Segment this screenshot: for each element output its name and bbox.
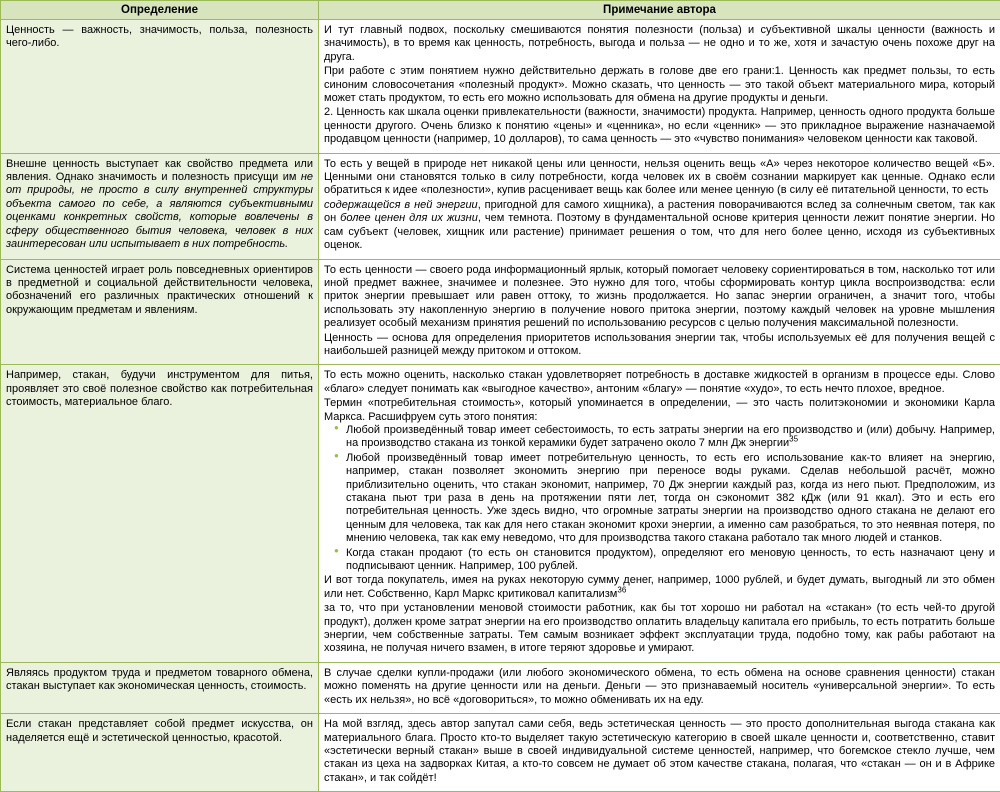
- definition-cell: [1, 20, 319, 154]
- paragraph: [324, 24, 995, 64]
- definition-cell: [1, 153, 319, 259]
- author-note-cell: [319, 20, 1000, 154]
- paragraph: [324, 397, 995, 424]
- paragraph: [324, 199, 995, 253]
- column-header-definition: Определение: [1, 1, 319, 20]
- text-run: Когда стакан продают (то есть он становится продуктом), определяют его меновую ценность, то есть назначают цену и подписывают ценник. Например, 100 рублей.: [346, 547, 995, 572]
- paragraph: [6, 718, 313, 745]
- text-run: То есть ценности — своего рода информационный ярлык, который помогает человеку сориентироваться в том, насколько тот или иной предмет важнее, значимее и полезнее. Это нужно для того, чтобы сформировать контур цикла воспроизводства: если приток энергии превышает или равен оттоку, то жизнь продолжается. Но запас энергии ограничен, а значит того, чтобы использовать эту накопленную энергию в получение нового притока энергии, поэтому каждый человек на уровне мышления реализует особый механизм принятия решений по использованию ресурсов с целью получения максимальной полезности.: [324, 264, 995, 330]
- table-row: [1, 662, 1000, 713]
- text-run: более ценен для их жизни: [340, 212, 478, 224]
- text-run: содержащейся в ней энергии: [324, 199, 478, 211]
- table-row: [1, 153, 1000, 259]
- paragraph: [6, 667, 313, 694]
- table-header: [1, 1, 1000, 20]
- column-header-author-note: Примечание автора: [319, 1, 1000, 20]
- definition-cell: [1, 365, 319, 663]
- paragraph: [324, 369, 995, 396]
- paragraph: [324, 602, 995, 656]
- text-run: 1. Ценность как предмет пользы, то есть синоним словосочетания «полезный продукт». Можно сказать, что ценность — это такой объект материального мира, который может стать продуктом, то есть его можно использовать для обмена на другие продукты и деньги.: [324, 65, 995, 104]
- table-row: [1, 259, 1000, 365]
- text-run: Ценность — основа для определения приоритетов использования энергии так, чтобы используемых её для получения вещей с наибольшей разницей между притоком и оттоком.: [324, 332, 995, 357]
- text-run: Если стакан представляет собой предмет искусства, он наделяется ещё и эстетической ценностью, красотой.: [6, 718, 313, 743]
- text-run: И тут главный подвох, поскольку смешиваются понятия полезности (польза) и субъективной шкалы ценности (важность и значимость), в то время как ценность, потребность, выгода и польза — не одно и то же, хотя и зачастую очень похоже друг на друга.: [324, 24, 995, 63]
- text-run: То есть можно оценить, насколько стакан удовлетворяет потребность в доставке жидкостей в организм в процессе еды. Слово «благо» следует понимать как «выгодное качество», антоним «благу» — понятие «худо», то есть нечто плохое, вредное.: [324, 369, 995, 394]
- definition-cell: [1, 259, 319, 365]
- definition-cell: [1, 714, 319, 792]
- author-note-cell: [319, 714, 1000, 792]
- footnote-marker[interactable]: 36: [617, 585, 626, 594]
- text-run: Внешне ценность выступает как свойство предмета или явления. Однако значимость и полезность присущи им: [6, 158, 313, 183]
- text-run: Например, стакан, будучи инструментом для питья, проявляет это своё полезное свойство как потребительная стоимость, материальное благо.: [6, 369, 313, 408]
- bullet-item: [338, 547, 995, 574]
- paragraph: [324, 667, 995, 707]
- text-run: 2. Ценность как шкала оценки привлекательности (важности, значимости) продукта. Например, ценность одного продукта больше ценности другого. Очень близко к понятию «цены» и «ценника», но если «ценник» — это прикладное выражение назначаемой продавцом ценности (например, 10 долларов), то сама ценность — это «чувство понимания» человеком ценности как таковой.: [324, 106, 995, 145]
- author-note-cell: [319, 153, 1000, 259]
- text-run: Любой произведённый товар имеет себестоимость, то есть затраты энергии на его производство и (или) добычу. Например, на производство стакана из тонкой керамики будет затрачено около 7 млн Дж энергии: [346, 424, 995, 449]
- paragraph: [324, 718, 995, 785]
- paragraph: [324, 158, 995, 198]
- text-run: , чем темнота. Поэтому в фундаментальной основе критерия ценности лежит понятие энергии. Но сам субъект (человек, хищник или растение) принимает решения о том, что для него более ценно, исходя из субъективных оценок.: [324, 212, 995, 251]
- text-run: Любой произведённый товар имеет потребительную ценность, то есть его использование как-то влияет на энергию, например, стакан позволяет экономить энергию при переносе воды руками. Сделав небольшой расчёт, можно приблизительно оценить, что стакан экономит, например, 70 Дж энергии каждый раз, когда из него пьют. Предположим, из стакана пьют три раза в день на протяжении пяти лет, тогда он сэкономит 382 кДж (или 91 ккал). Это и есть его потребительная ценность. Уже здесь видно, что огромные затраты энергии на производство одного стакана не делают его ценным для человека, так как для него стакан экономит крохи энергии, а именно сам разобраться, то это неявная потеря, по мнению человека, так как ему неведомо, что для производства такого стакана работало так много людей и станков.: [346, 452, 995, 544]
- paragraph: [324, 574, 995, 601]
- table-body: [1, 20, 1000, 792]
- text-run: В случае сделки купли-продажи (или любого экономического обмена, то есть обмена на основе сравнения ценности) стакан можно поменять на другие ценности или на деньги. Деньги — это признаваемый носитель «универсальной энергии». То есть «есть их нельзя», но всё «договориться», то можно обменивать их на еду.: [324, 667, 995, 706]
- text-run: Являясь продуктом труда и предметом товарного обмена, стакан выступает как экономическая ценность, стоимость.: [6, 667, 313, 692]
- paragraph: [324, 65, 995, 105]
- table-header-row: [1, 1, 1000, 20]
- text-run: , пригодной для самого хищника), а растения поворачиваются вслед за солнечным светом, так как он: [324, 199, 995, 224]
- table-row: [1, 365, 1000, 663]
- definition-cell: [1, 662, 319, 713]
- author-note-cell: [319, 259, 1000, 365]
- text-run: не от природы, не просто в силу внутренней структуры объекта самого по себе, а являются субъективными оценками конкретных свойств, которые вовлечены в сферу общественного бытия человека, человек в них заинтересован или испытывает в них потребность.: [6, 171, 313, 250]
- paragraph: [6, 264, 313, 318]
- table-row: [1, 714, 1000, 792]
- table-row: [1, 20, 1000, 154]
- bullet-item: [338, 424, 995, 451]
- text-run: И вот тогда покупатель, имея на руках некоторую сумму денег, например, 1000 рублей, и будет думать, выгодный ли это обмен или нет. Собственно, Карл Маркс критиковал капитализм: [324, 574, 995, 599]
- paragraph: [324, 106, 995, 146]
- text-run: То есть у вещей в природе нет никакой цены или ценности, нельзя оценить вещь «А» через некоторое количество вещей «Б». Ценными они становятся только в силу потребности, когда человек их в своём сознании маркирует как ценные. Однако если обратиться к идее «полезности», купив расценивает вещь как более или менее ценную (в силу её питательной ценности, то есть: [324, 158, 995, 197]
- text-run: Система ценностей играет роль повседневных ориентиров в предметной и социальной действительности человека, обозначений его различных практических отношений к окружающим предметам и явлениям.: [6, 264, 313, 316]
- text-run: Ценность — важность, значимость, польза, полезность чего-либо.: [6, 24, 313, 49]
- paragraph: [324, 264, 995, 331]
- footnote-marker[interactable]: 35: [789, 435, 798, 444]
- paragraph: [324, 332, 995, 359]
- text-run: Термин «потребительная стоимость», который упоминается в определении, — это часть политэкономии и экономики Карла Маркса. Расшифруем суть этого понятия:: [324, 397, 995, 422]
- author-note-cell: [319, 365, 1000, 663]
- author-note-cell: [319, 662, 1000, 713]
- text-run: за то, что при установлении меновой стоимости работник, как бы тот хорошо ни работал на «стакан» (то есть чей-то другой продукт), должен кроме затрат энергии на его производство оплатить владельцу капитала его прибыль, то есть потратить больше энергии, чем собственные затраты. Тем самым возникает эффект эксплуатации труда, подобно тому, как рабы работают на хозяина, не получая ничего взамен, в итоге теряют здоровье и умирают.: [324, 602, 995, 654]
- bullet-item: [338, 452, 995, 546]
- paragraph: [6, 24, 313, 51]
- bullet-list: [324, 424, 995, 573]
- text-run: На мой взгляд, здесь автор запутал сами себя, ведь эстетическая ценность — это просто дополнительная выгода стакана как материального блага. Просто кто-то выделяет такую эстетическую категорию в своей шкале ценности и, соответственно, ставит «эстетически верный стакан» выше в своей индивидуальной системе ценностей, например, что богемское стекло лучше, чем стакан из цеха на задворках Китая, а кто-то совсем не думает об этом качестве стакана, полагая, что «стакан — он и в Африке стакан», и так сойдёт!: [324, 718, 995, 784]
- paragraph: [6, 369, 313, 409]
- text-run: При работе с этим понятием нужно действительно держать в голове две его грани:: [324, 65, 775, 77]
- paragraph: [6, 158, 313, 252]
